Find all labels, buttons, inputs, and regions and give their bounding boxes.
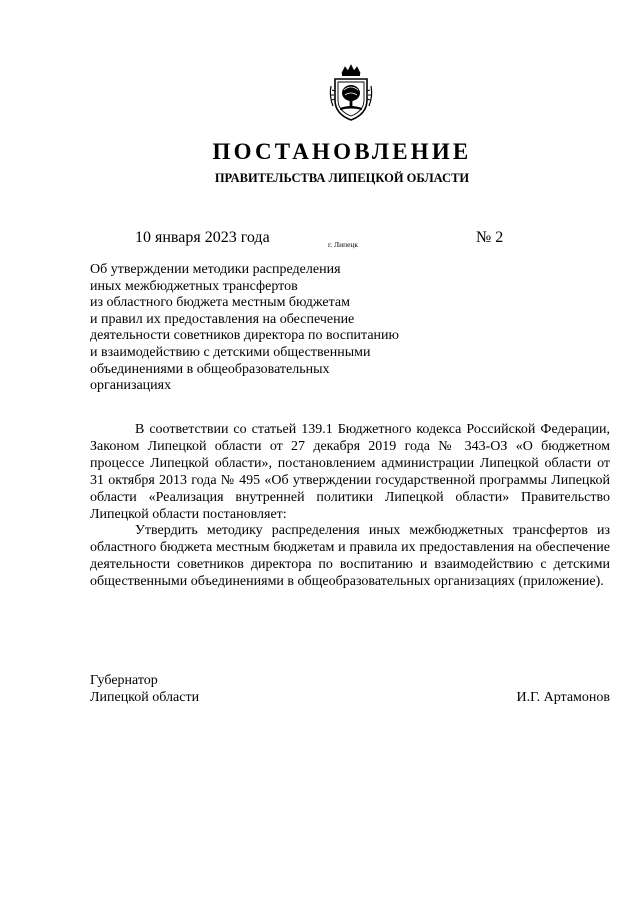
document-number: № 2 bbox=[476, 229, 504, 246]
subject-line: деятельности советников директора по воспитанию bbox=[90, 328, 399, 344]
subject-line: и правил их предоставления на обеспечение bbox=[90, 311, 355, 327]
document-body bbox=[90, 422, 610, 591]
coat-of-arms-icon bbox=[326, 64, 376, 122]
body-paragraph-resolution: Утвердить методику распределения иных межбюджетных трансфертов из областного бюджета местным бюджетам и правила их предоставления на обеспечение деятельности советников директора по воспитанию и взаимодействию с детскими общественными объединениями в общеобразовательных организациях (приложение). bbox=[90, 523, 610, 590]
signatory-position-line: Липецкой области bbox=[90, 690, 200, 705]
signatory-position-line: Губернатор bbox=[90, 673, 158, 688]
document-city: г. Липецк bbox=[328, 240, 359, 249]
subject-line: из областного бюджета местным бюджетам bbox=[90, 295, 350, 311]
document-title: ПОСТАНОВЛЕНИЕ bbox=[212, 139, 472, 164]
document-date: 10 января 2023 года bbox=[135, 229, 270, 246]
subject-line: иных межбюджетных трансфертов bbox=[90, 278, 298, 294]
subject-line: Об утверждении методики распределения bbox=[90, 262, 341, 277]
signatory-name: И.Г. Артамонов bbox=[516, 690, 610, 705]
body-paragraph-preamble: В соответствии со статьей 139.1 Бюджетного кодекса Российской Федерации, Законом Липецкой области от 27 декабря 2019 года № 343-ОЗ «О бюджетном процессе Липецкой области», постановлением администрации Липецкой области от 31 октября 2013 года № 495 «Об утверждении государственной программы Липецкой области «Реализация внутренней политики Липецкой области» Правительство Липецкой области постановляет: bbox=[90, 422, 610, 522]
subject-line: организациях bbox=[90, 378, 172, 394]
subject-line: объединениями в общеобразовательных bbox=[90, 361, 330, 377]
document-subject bbox=[90, 262, 450, 395]
signatory-position bbox=[90, 672, 199, 706]
subject-line: и взаимодействию с детскими общественными bbox=[90, 344, 371, 360]
document-subtitle: ПРАВИТЕЛЬСТВА ЛИПЕЦКОЙ ОБЛАСТИ bbox=[214, 171, 470, 185]
